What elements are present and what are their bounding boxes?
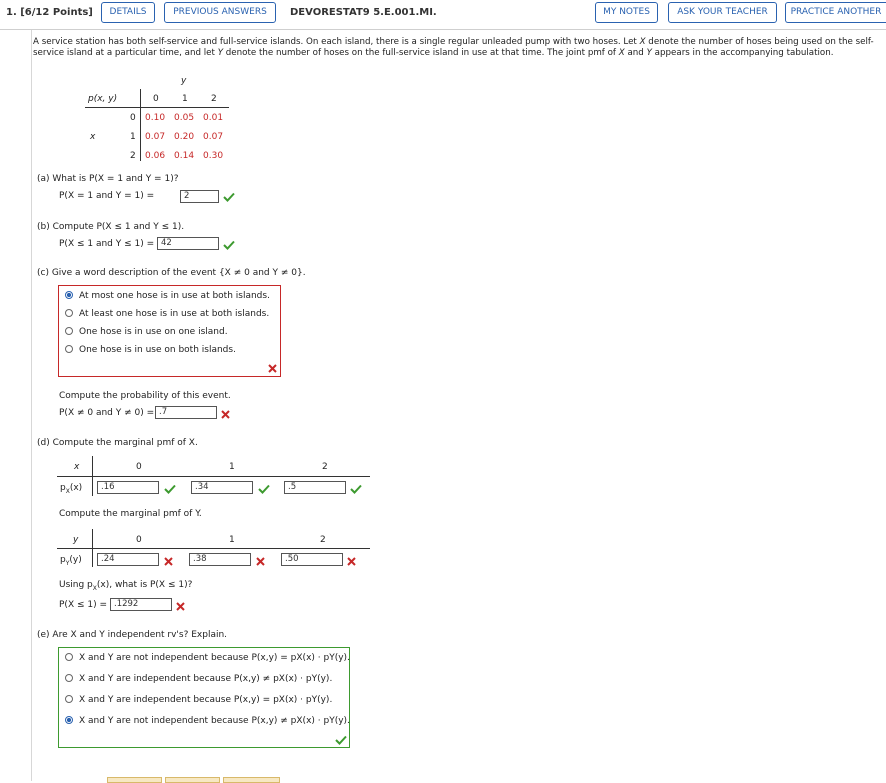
marginal-x-col: 1 (229, 462, 235, 472)
correct-check-icon (223, 192, 235, 202)
part-c-compute-text: Compute the probability of this event. (59, 391, 231, 401)
previous-answers-button[interactable]: PREVIOUS ANSWERS (164, 2, 276, 23)
correct-check-icon (335, 735, 347, 745)
part-c-option-label[interactable]: One hose is in use on both islands. (79, 345, 236, 355)
marginal-y-label: $p_Y(y)$ (60, 555, 82, 567)
table-col-header: 0 (153, 94, 159, 104)
part-e-radio[interactable] (65, 695, 73, 703)
part-a-prompt: P(X = 1 and Y = 1) = (59, 191, 155, 201)
part-d-compute-y-text: Compute the marginal pmf of Y. (59, 509, 202, 519)
marginal-x-label: $p_X(x)$ (60, 483, 83, 495)
py-input[interactable]: .38 (189, 553, 251, 566)
marginal-y-header: y (73, 535, 79, 545)
part-e-radio[interactable] (65, 674, 73, 682)
table-cell: 0.01 (203, 113, 224, 123)
table-y-label: y (181, 76, 187, 86)
table-vertical-rule (140, 89, 141, 161)
part-c-radio[interactable] (65, 327, 73, 335)
marginal-y-horizontal-rule (57, 548, 370, 549)
part-e-question: (e) Are X and Y independent rv's? Explain. (37, 630, 228, 640)
problem-statement: A service station has both self-service and full-service islands. On each island, there is a single regular unleaded pump with two hoses. Let X denote the number of hoses being used on the self-service island at a particular time, and let Y denote the number of hoses on the full-service island in use at that time. The joint pmf of X and Y appears in the accompanying tabulation. (33, 37, 874, 58)
part-c-radio[interactable] (65, 345, 73, 353)
part-d-using-text: Using $p_X(x)$, what is P(X ≤ 1)? (59, 580, 193, 592)
correct-check-icon (258, 484, 270, 494)
marginal-x-header: x (74, 462, 80, 472)
part-d-question: (d) Compute the marginal pmf of X. (37, 438, 198, 448)
practice-another-button[interactable]: PRACTICE ANOTHER (785, 2, 886, 23)
my-notes-button[interactable]: MY NOTES (595, 2, 658, 23)
table-cell: 0.10 (145, 113, 166, 123)
part-c-option-label[interactable]: At least one hose is in use at both islands. (79, 309, 270, 319)
table-cell: 0.07 (203, 132, 224, 142)
table-cell: 0.07 (145, 132, 166, 142)
part-c-prompt: P(X ≠ 0 and Y ≠ 0) = (59, 408, 155, 418)
marginal-x-col: 2 (322, 462, 328, 472)
help-button[interactable] (223, 777, 280, 783)
header-divider (0, 29, 886, 30)
incorrect-x-icon (221, 410, 230, 419)
table-x-label: x (90, 132, 96, 142)
marginal-x-horizontal-rule (57, 476, 370, 477)
part-e-option-label[interactable]: X and Y are not independent because P(x,y) = pX(x) · pY(y). (79, 653, 350, 663)
px-input[interactable]: .34 (191, 481, 253, 494)
correct-check-icon (350, 484, 362, 494)
part-d-answer-input[interactable]: .1292 (110, 598, 172, 611)
incorrect-x-icon (268, 364, 277, 373)
correct-check-icon (223, 240, 235, 250)
part-c-option-label[interactable]: One hose is in use on one island. (79, 327, 228, 337)
part-c-answer-input[interactable]: .7 (155, 406, 217, 419)
part-e-option-label[interactable]: X and Y are independent because P(x,y) = pX(x) · pY(y). (79, 695, 333, 705)
table-cell: 0.14 (174, 151, 195, 161)
incorrect-x-icon (164, 557, 173, 566)
assignment-code: DEVORESTAT9 5.E.001.MI. (290, 7, 437, 18)
part-d-prompt: P(X ≤ 1) = (59, 600, 108, 610)
py-input[interactable]: .24 (97, 553, 159, 566)
part-c-radio[interactable] (65, 291, 73, 299)
part-a-question: (a) What is P(X = 1 and Y = 1)? (37, 174, 179, 184)
table-col-header: 1 (182, 94, 188, 104)
incorrect-x-icon (347, 557, 356, 566)
marginal-x-col: 0 (136, 462, 142, 472)
table-cell: 0.05 (174, 113, 195, 123)
table-cell: 0.30 (203, 151, 224, 161)
details-button[interactable]: DETAILS (101, 2, 155, 23)
part-e-option-label[interactable]: X and Y are not independent because P(x,y) ≠ pX(x) · pY(y). (79, 716, 350, 726)
part-b-answer-input[interactable]: 42 (157, 237, 219, 250)
part-e-radio[interactable] (65, 653, 73, 661)
ask-teacher-button[interactable]: ASK YOUR TEACHER (668, 2, 777, 23)
incorrect-x-icon (176, 602, 185, 611)
question-points: 1. [6/12 Points] (6, 7, 93, 18)
part-b-question: (b) Compute P(X ≤ 1 and Y ≤ 1). (37, 222, 185, 232)
table-corner-label: p(x, y) (88, 94, 118, 104)
part-e-option-label[interactable]: X and Y are independent because P(x,y) ≠ pX(x) · pY(y). (79, 674, 333, 684)
submit-button[interactable] (107, 777, 162, 783)
part-a-answer-input[interactable]: 2 (180, 190, 219, 203)
table-cell: 0.20 (174, 132, 195, 142)
marginal-y-col: 2 (320, 535, 326, 545)
part-e-radio[interactable] (65, 716, 73, 724)
table-row-header: 2 (130, 151, 136, 161)
save-progress-button[interactable] (165, 777, 220, 783)
table-cell: 0.06 (145, 151, 166, 161)
part-c-question: (c) Give a word description of the event {X ≠ 0 and Y ≠ 0}. (37, 268, 306, 278)
part-c-radio[interactable] (65, 309, 73, 317)
incorrect-x-icon (256, 557, 265, 566)
px-input[interactable]: .5 (284, 481, 346, 494)
px-input[interactable]: .16 (97, 481, 159, 494)
marginal-y-col: 1 (229, 535, 235, 545)
content-left-border (31, 30, 32, 781)
marginal-y-col: 0 (136, 535, 142, 545)
part-c-option-label[interactable]: At most one hose is in use at both islands. (79, 291, 270, 301)
part-b-prompt: P(X ≤ 1 and Y ≤ 1) = (59, 239, 155, 249)
table-row-header: 0 (130, 113, 136, 123)
correct-check-icon (164, 484, 176, 494)
py-input[interactable]: .50 (281, 553, 343, 566)
table-row-header: 1 (130, 132, 136, 142)
table-col-header: 2 (211, 94, 217, 104)
table-horizontal-rule (85, 107, 229, 108)
